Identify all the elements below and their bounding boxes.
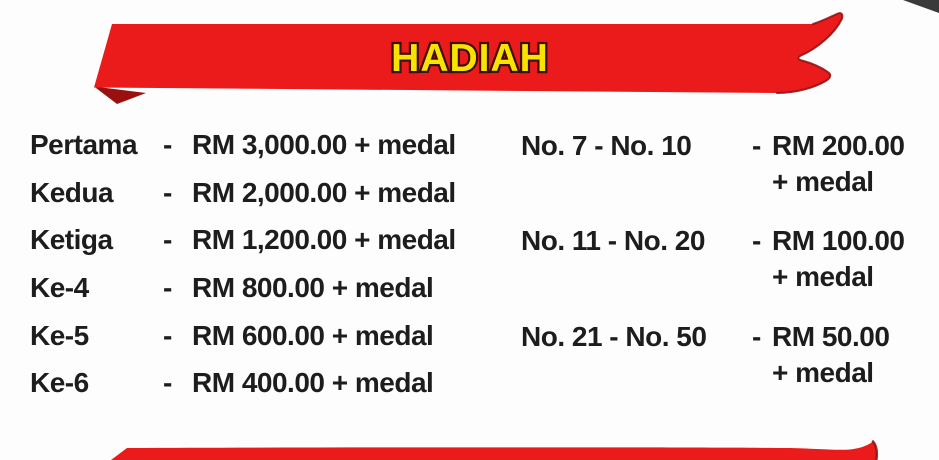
prize-dash: -: [163, 128, 172, 160]
prize-amount: RM 100.00: [772, 225, 905, 256]
prize-rank: Ke-4: [30, 271, 89, 303]
banner-title: HADIAH: [391, 37, 549, 80]
bottom-ribbon: [0, 438, 939, 460]
prize-range: No. 7 - No. 10: [521, 130, 692, 161]
prize-amount: RM 1,200.00 + medal: [192, 224, 456, 256]
prize-medal-note: + medal: [772, 166, 874, 197]
prize-row: [30, 359, 456, 407]
prize-list-right: [521, 128, 931, 428]
prize-rank: Ketiga: [30, 224, 113, 256]
bottom-ribbon-shape: [111, 442, 877, 460]
prize-rank: Kedua: [30, 176, 114, 208]
prize-dash: -: [752, 321, 761, 352]
prize-dash: -: [163, 367, 172, 399]
prize-medal-note: + medal: [772, 261, 874, 292]
prize-dash: -: [163, 224, 172, 256]
prize-row: [30, 121, 456, 169]
prize-row: [30, 216, 456, 264]
prize-medal-note: + medal: [772, 357, 874, 388]
corner-artifact: [879, 0, 939, 16]
prize-range: No. 21 - No. 50: [521, 321, 707, 352]
prize-amount: RM 2,000.00 + medal: [192, 176, 456, 208]
prize-dash: -: [752, 225, 761, 256]
prize-dash: -: [752, 130, 761, 161]
prize-row: [30, 169, 456, 217]
prize-amount: RM 200.00: [772, 130, 905, 161]
prize-amount: RM 50.00: [772, 321, 890, 352]
prize-dash: -: [163, 319, 172, 351]
prize-list-left: [30, 121, 456, 407]
prize-row: [30, 312, 456, 360]
prize-range: No. 11 - No. 20: [521, 225, 705, 256]
prize-rank: Ke-6: [30, 367, 89, 399]
prize-rank: Pertama: [30, 128, 138, 160]
ribbon-fold: [94, 87, 146, 105]
prize-dash: -: [163, 176, 172, 208]
prize-row: [30, 264, 456, 312]
prize-amount: RM 800.00 + medal: [192, 271, 434, 303]
prize-dash: -: [163, 271, 172, 303]
prize-group: [521, 319, 889, 391]
prize-amount: RM 600.00 + medal: [192, 319, 434, 351]
top-ribbon-banner: [0, 0, 939, 118]
prize-rank: Ke-5: [30, 319, 89, 351]
prize-amount: RM 3,000.00 + medal: [192, 128, 456, 160]
prize-amount: RM 400.00 + medal: [192, 367, 434, 399]
prize-group: [521, 128, 904, 200]
prize-group: [521, 223, 904, 295]
